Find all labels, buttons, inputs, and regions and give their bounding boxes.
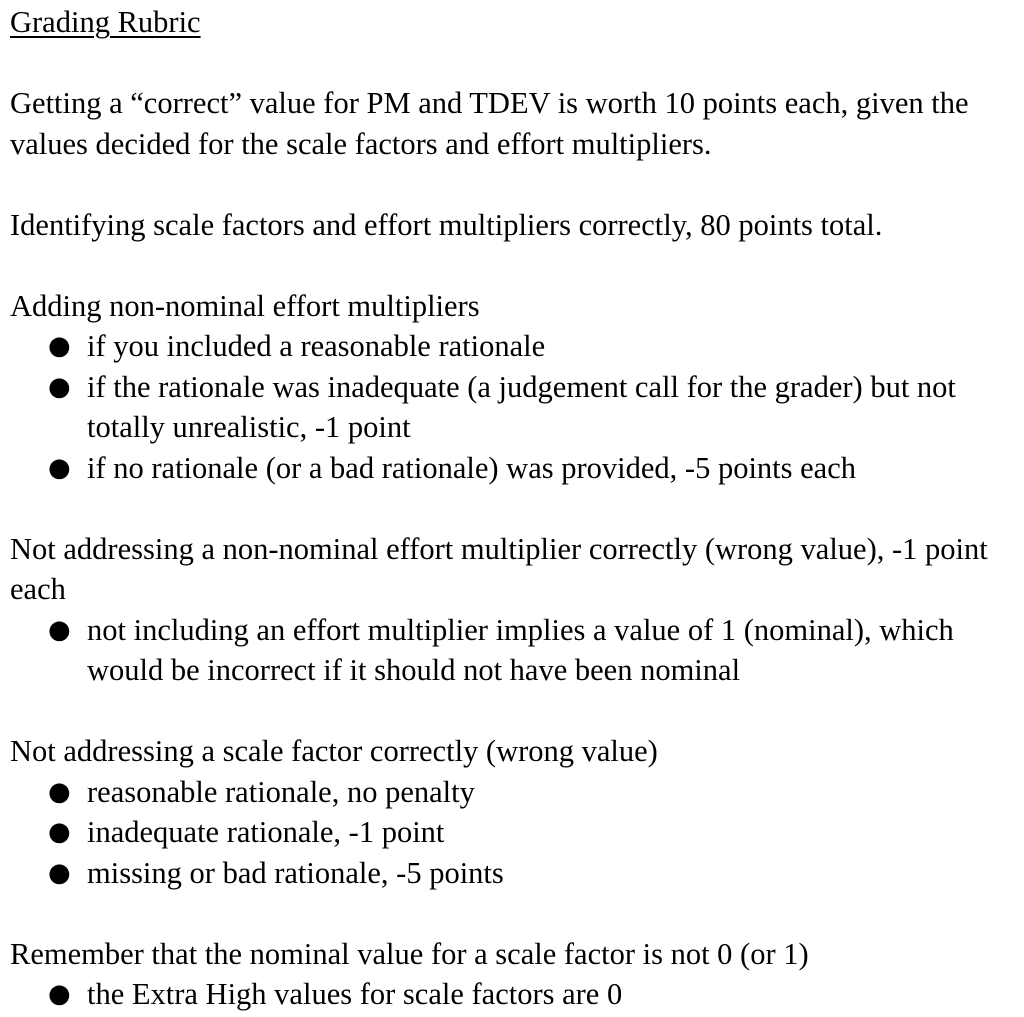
bullet-icon: ●: [48, 817, 71, 847]
bullet-icon: ●: [48, 614, 71, 645]
list-item: ● if you included a reasonable rationale: [10, 326, 1020, 367]
spacer: [10, 43, 1020, 84]
bullet-icon: ●: [48, 857, 71, 888]
list-item: ● reasonable rationale, no penalty: [10, 772, 1020, 813]
rubric-paragraph-not-addressing-scale-factor: Not addressing a scale factor correctly (wrong value): [10, 734, 658, 768]
bullet-list: [10, 974, 1020, 1015]
list-item: ● not including an effort multiplier implies a value of 1 (nominal), which would be incorrect if it should not have been nominal: [10, 610, 1020, 691]
bullet-icon: ●: [48, 979, 71, 1009]
rubric-paragraph-pm-tdev: Getting a “correct” value for PM and TDEV is worth 10 points each, given the values decided for the scale factors and effort multipliers.: [10, 86, 969, 161]
rubric-paragraph-not-addressing-multiplier: Not addressing a non-nominal effort multiplier correctly (wrong value), -1 point each: [10, 531, 988, 606]
bullet-icon: ●: [48, 452, 71, 483]
page-title: Grading Rubric: [10, 5, 201, 39]
list-item: ● inadequate rationale, -1 point: [10, 812, 1020, 853]
bullet-icon: ●: [48, 776, 71, 807]
document: [10, 2, 1020, 1015]
rubric-paragraph-identifying: Identifying scale factors and effort multipliers correctly, 80 points total.: [10, 207, 883, 242]
list-item: ● if the rationale was inadequate (a judgement call for the grader) but not totally unrealistic, -1 point: [10, 367, 1020, 448]
list-item: ● the Extra High values for scale factors are 0: [10, 974, 1020, 1015]
rubric-paragraph-remember: Remember that the nominal value for a scale factor is not 0 (or 1): [10, 936, 809, 971]
bullet-list: [10, 772, 1020, 894]
bullet-list: [10, 610, 1020, 691]
list-item: ● if no rationale (or a bad rationale) was provided, -5 points each: [10, 448, 1020, 489]
bullet-list: [10, 326, 1020, 488]
bullet-icon: ●: [48, 371, 71, 402]
list-item: ● missing or bad rationale, -5 points: [10, 853, 1020, 894]
bullet-icon: ●: [48, 331, 71, 361]
rubric-paragraph-adding-multipliers: Adding non-nominal effort multipliers: [10, 288, 480, 323]
